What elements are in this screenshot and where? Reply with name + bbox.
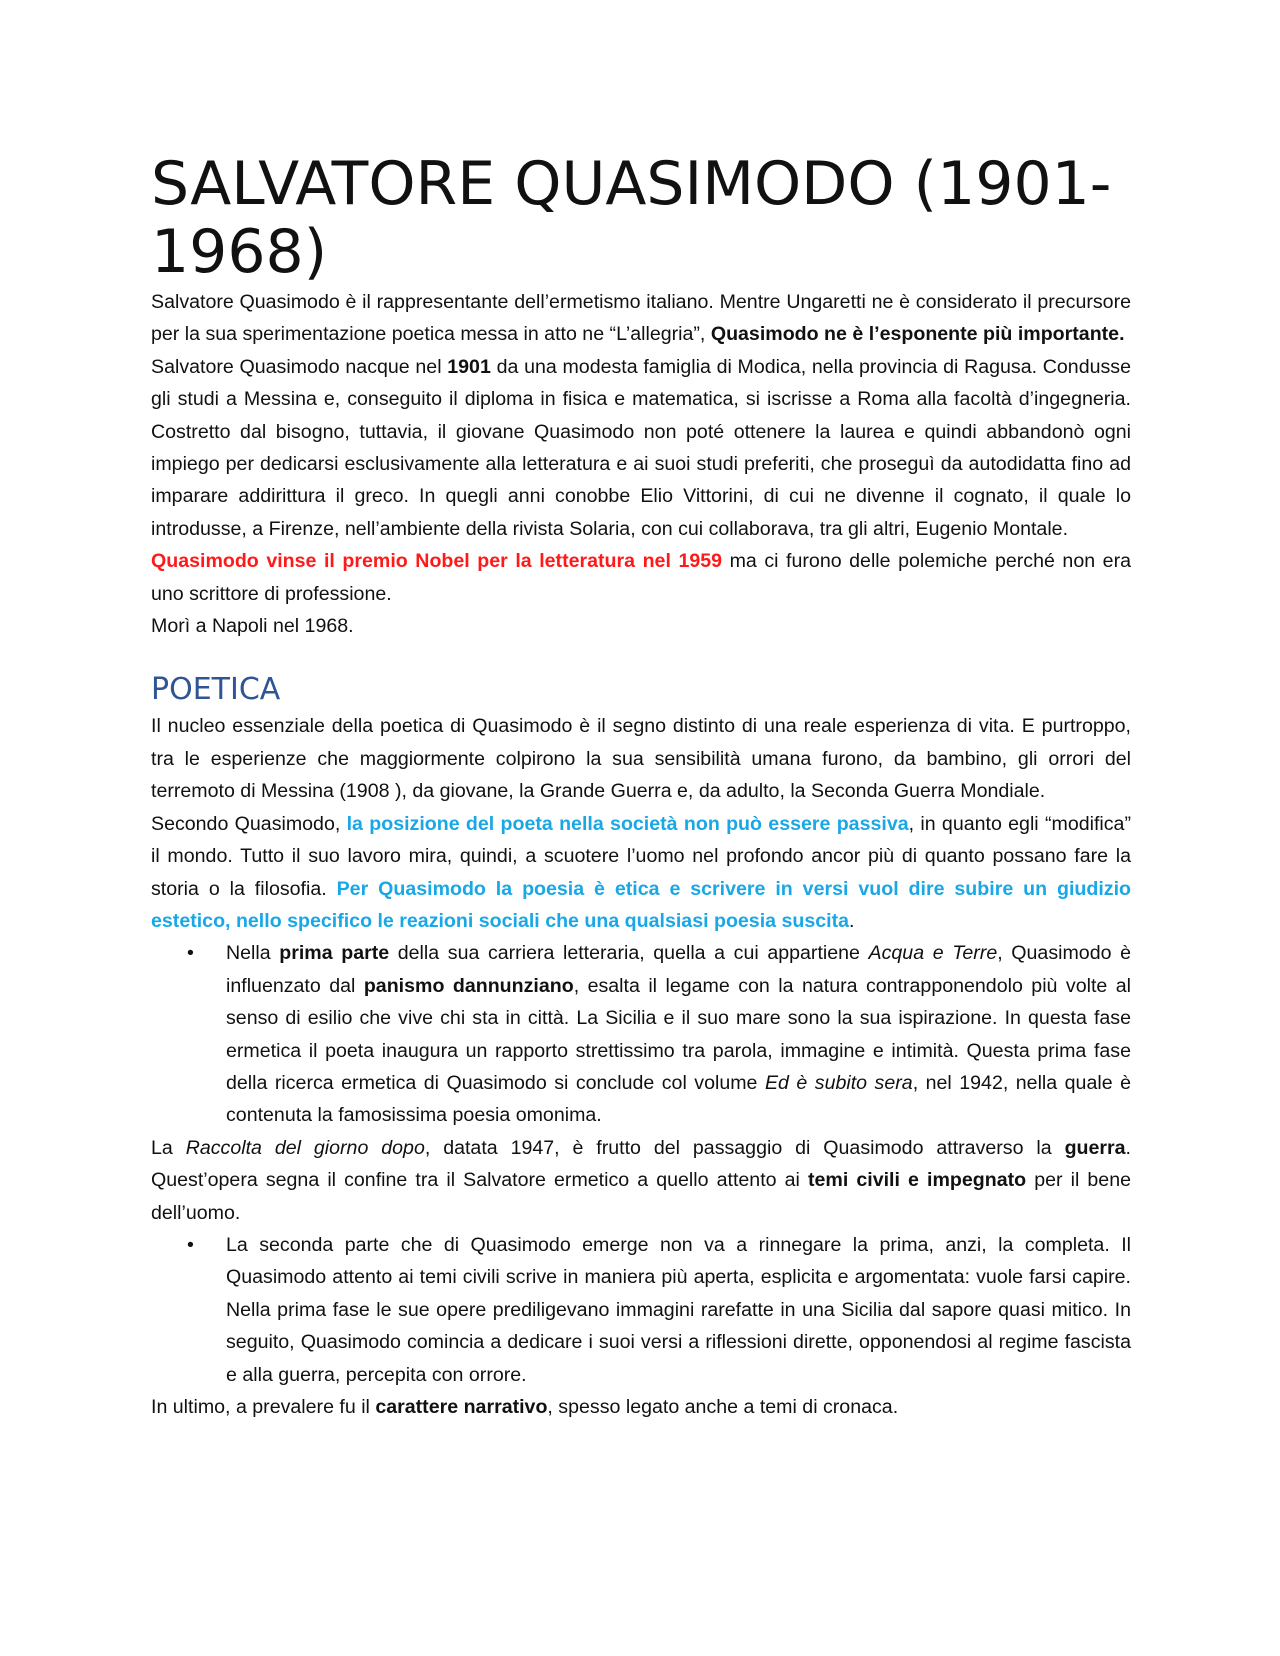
text-span: , in quanto egli “modifica” il mondo. Tutto il suo lavoro mira, quindi, a scuotere l’uomo nel profondo ancor più di quanto possano fare la storia o la filosofia.: [151, 812, 1131, 900]
red-highlight: Quasimodo vinse il premio Nobel per la letteratura nel 1959: [151, 550, 723, 573]
italic-span: Acqua e Terre: [868, 942, 998, 965]
blue-highlight: Per Quasimodo la poesia è etica e scrivere in versi vuol dire subire un giudizio estetico, nello specifico le reazioni sociali che una qualsiasi poesia suscita: [151, 877, 1131, 932]
section-heading-poetica: POETICA: [151, 672, 281, 708]
bullet-icon: •: [187, 1233, 194, 1256]
list-item: [151, 1229, 1131, 1391]
bold-span: temi civili e impegnato: [807, 1169, 1027, 1192]
intro-paragraph-2: [151, 351, 1131, 545]
text-span: La seconda parte che di Quasimodo emerge non va a rinnegare la prima, anzi, la completa. Il Quasimodo attento ai temi civili scrive in maniera più aperta, esplicita e argomentata: vuole farsi capire. Nella prima fase le sue opere prediligevano immagini rarefatte in una Sicilia dal sapore quasi mitico. In seguito, Quasimodo comincia a dedicare i suoi versi a riflessioni dirette, opponendosi al regime fascista e alla guerra, percepita con orrore.: [226, 1233, 1131, 1386]
bold-span: Quasimodo ne è l’esponente più importante.: [710, 323, 1125, 346]
italic-span: Raccolta del giorno dopo: [185, 1136, 425, 1159]
text-span: La: [151, 1136, 186, 1159]
text-span: Nella: [226, 942, 280, 965]
text-span: , nel 1942, nella quale è contenuta la famosissima poesia omonima.: [226, 1071, 1131, 1127]
text-span: , Quasimodo è influenzato dal: [226, 942, 1131, 997]
text-span: .: [849, 909, 855, 932]
intro-paragraph-4: Morì a Napoli nel 1968.: [151, 615, 354, 638]
text-span: della sua carriera letteraria, quella a cui appartiene: [389, 942, 869, 965]
bold-span: carattere narrativo: [375, 1396, 548, 1418]
bullet-list-2: [151, 1229, 1131, 1391]
blue-highlight: la posizione del poeta nella società non può essere passiva: [346, 812, 909, 835]
text-span: , spesso legato anche a temi di cronaca.: [547, 1396, 899, 1418]
bullet-list-1: [151, 937, 1131, 1131]
bold-span: 1901: [447, 355, 491, 378]
intro-paragraph-3: [151, 545, 1131, 610]
text-span: Salvatore Quasimodo è il rappresentante dell’ermetismo italiano. Mentre Ungaretti ne è considerato il precursore per la sua sperimentazione poetica messa in atto ne “L’allegria”,: [151, 291, 1131, 346]
bullet-icon: •: [187, 942, 194, 965]
text-span: , datata 1947, è frutto del passaggio di Quasimodo attraverso la: [424, 1136, 1065, 1159]
text-span: Secondo Quasimodo,: [151, 812, 347, 835]
poetica-paragraph-2: [151, 808, 1131, 938]
page-title: SALVATORE QUASIMODO (1901-1968): [151, 149, 1112, 287]
bold-span: guerra: [1064, 1136, 1126, 1159]
italic-span: Ed è subito sera: [764, 1071, 913, 1094]
text-span: per il bene dell’uomo.: [151, 1169, 1131, 1224]
text-span: da una modesta famiglia di Modica, nella provincia di Ragusa. Condusse gli studi a Messina e, conseguito il diploma in fisica e matematica, si iscrisse a Roma alla facoltà d’ingegneria. Costretto dal bisogno, tuttavia, il giovane Quasimodo non poté ottenere la laurea e quindi abbandonò ogni impiego per dedicarsi esclusivamente alla letteratura e ai suoi studi preferiti, che proseguì da autodidatta fino ad imparare addirittura il greco. In quegli anni conobbe Elio Vittorini, di cui ne divenne il cognato, il quale lo introdusse, a Firenze, nell’ambiente della rivista Solaria, con cui collaborava, tra gli altri, Eugenio Montale.: [151, 355, 1131, 540]
poetica-paragraph-3: [151, 1132, 1131, 1229]
text-span: , esalta il legame con la natura contrapponendolo più volte al senso di esilio che vive chi sta in città. La Sicilia e il suo mare sono la sua ispirazione. In questa fase ermetica il poeta inaugura un rapporto strettissimo tra parola, immagine e intimità. Questa prima fase della ricerca ermetica di Quasimodo si conclude col volume: [226, 974, 1131, 1094]
list-item: [151, 937, 1131, 1131]
text-span: . Quest’opera segna il confine tra il Salvatore ermetico a quello attento ai: [151, 1136, 1131, 1192]
document-page: [151, 150, 1131, 1423]
text-span: ma ci furono delle polemiche perché non era uno scrittore di professione.: [151, 550, 1131, 605]
text-span: Salvatore Quasimodo nacque nel: [151, 355, 448, 378]
bold-span: prima parte: [279, 942, 390, 965]
poetica-paragraph-4: [151, 1391, 1131, 1423]
text-span: In ultimo, a prevalere fu il: [151, 1396, 376, 1418]
intro-paragraph-1: [151, 286, 1131, 351]
poetica-paragraph-1: Il nucleo essenziale della poetica di Quasimodo è il segno distinto di una reale esperienza di vita. E purtroppo, tra le esperienze che maggiormente colpirono la sua sensibilità umana furono, da bambino, gli orrori del terremoto di Messina (1908 ), da giovane, la Grande Guerra e, da adulto, la Seconda Guerra Mondiale.: [151, 715, 1131, 803]
bold-span: panismo dannunziano: [363, 974, 574, 997]
